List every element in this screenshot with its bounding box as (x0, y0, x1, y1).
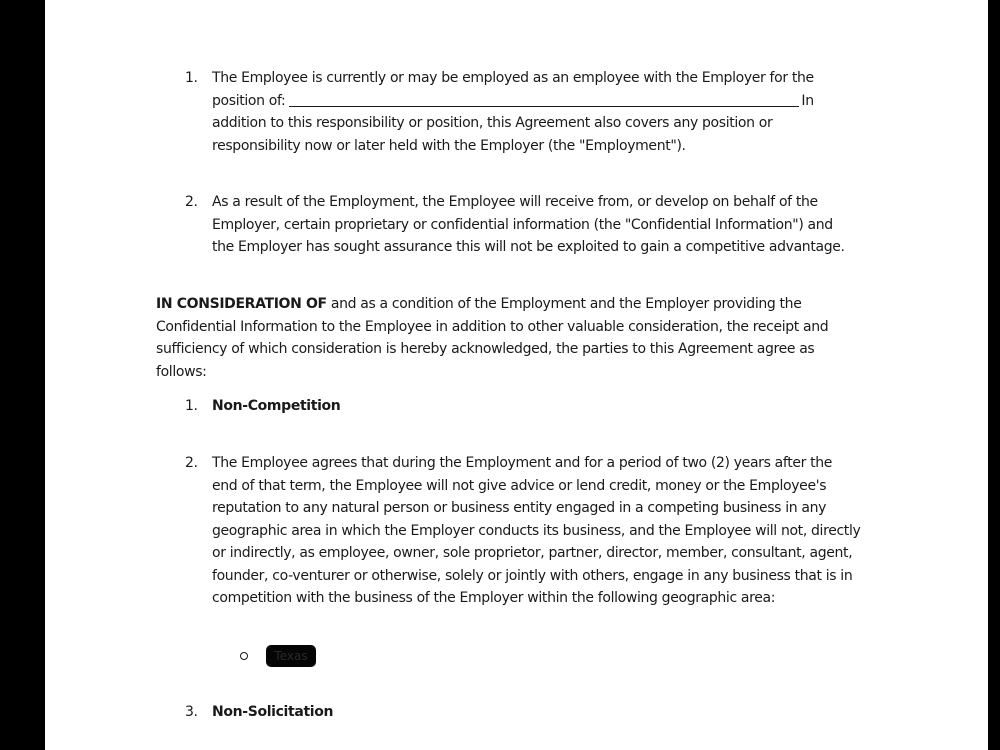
list-number: 2. (185, 455, 198, 471)
clause-line-1: The Employee agrees that during the Employment and for a period of two (2) years after the (212, 455, 833, 471)
list-number: 1. (185, 70, 198, 86)
recital-1-line-4: responsibility now or later held with the Employer (the "Employment"). (212, 137, 686, 154)
section-title: Non-Solicitation (212, 704, 334, 720)
list-number: 3. (185, 704, 198, 720)
recital-1-continuation: In (801, 92, 814, 109)
viewer-right-gutter (988, 0, 1000, 750)
position-label: position of: (212, 92, 286, 109)
position-blank-field[interactable] (289, 90, 799, 107)
recital-1-line-1: The Employee is currently or may be employed as an employee with the Employer for the (212, 70, 814, 86)
recital-1-line-3: addition to this responsibility or position, this Agreement also covers any position or (212, 115, 773, 131)
consideration-line-1-rest: and as a condition of the Employment and the Employer providing the (326, 296, 802, 312)
recital-item-1 (185, 67, 885, 157)
geographic-area-redacted: Texas (266, 645, 316, 667)
document-page (45, 0, 988, 750)
hollow-bullet-icon (240, 652, 248, 660)
consideration-line-3: sufficiency of which consideration is hereby acknowledged, the parties to this Agreement agree as (156, 341, 815, 357)
consideration-heading: IN CONSIDERATION OF (156, 296, 327, 312)
recital-2-line-1: As a result of the Employment, the Employee will receive from, or develop on behalf of the (212, 194, 818, 210)
recital-1-line-2 (212, 90, 885, 113)
consideration-line-4: follows: (156, 363, 207, 380)
list-number: 1. (185, 398, 198, 414)
clause-line-3: reputation to any natural person or business entity engaged in a competing business in any (212, 500, 827, 516)
section-2-clause (185, 452, 885, 610)
clause-line-6: founder, co-venturer or otherwise, solely or jointly with others, engage in any business that is in (212, 567, 853, 584)
list-number: 2. (185, 194, 198, 210)
consideration-paragraph (156, 293, 868, 383)
section-1-heading (185, 395, 885, 418)
recital-item-2 (185, 191, 885, 259)
clause-line-2: end of that term, the Employee will not give advice or lend credit, money or the Employee's (212, 477, 827, 494)
recital-2-line-2: Employer, certain proprietary or confidential information (the "Confidential Information") and (212, 216, 833, 233)
clause-line-7: competition with the business of the Employer within the following geographic area: (212, 590, 776, 606)
consideration-line-1 (156, 293, 868, 316)
clause-line-5: or indirectly, as employee, owner, sole proprietor, partner, director, member, consultant, agent, (212, 545, 853, 561)
section-title: Non-Competition (212, 398, 341, 414)
consideration-line-2: Confidential Information to the Employee in addition to other valuable consideration, the receipt and (156, 318, 829, 335)
section-3-heading (185, 701, 885, 724)
recital-2-line-3: the Employer has sought assurance this will not be exploited to gain a competitive advantage. (212, 239, 845, 255)
clause-line-4: geographic area in which the Employer conducts its business, and the Employee will not, directly (212, 522, 861, 539)
